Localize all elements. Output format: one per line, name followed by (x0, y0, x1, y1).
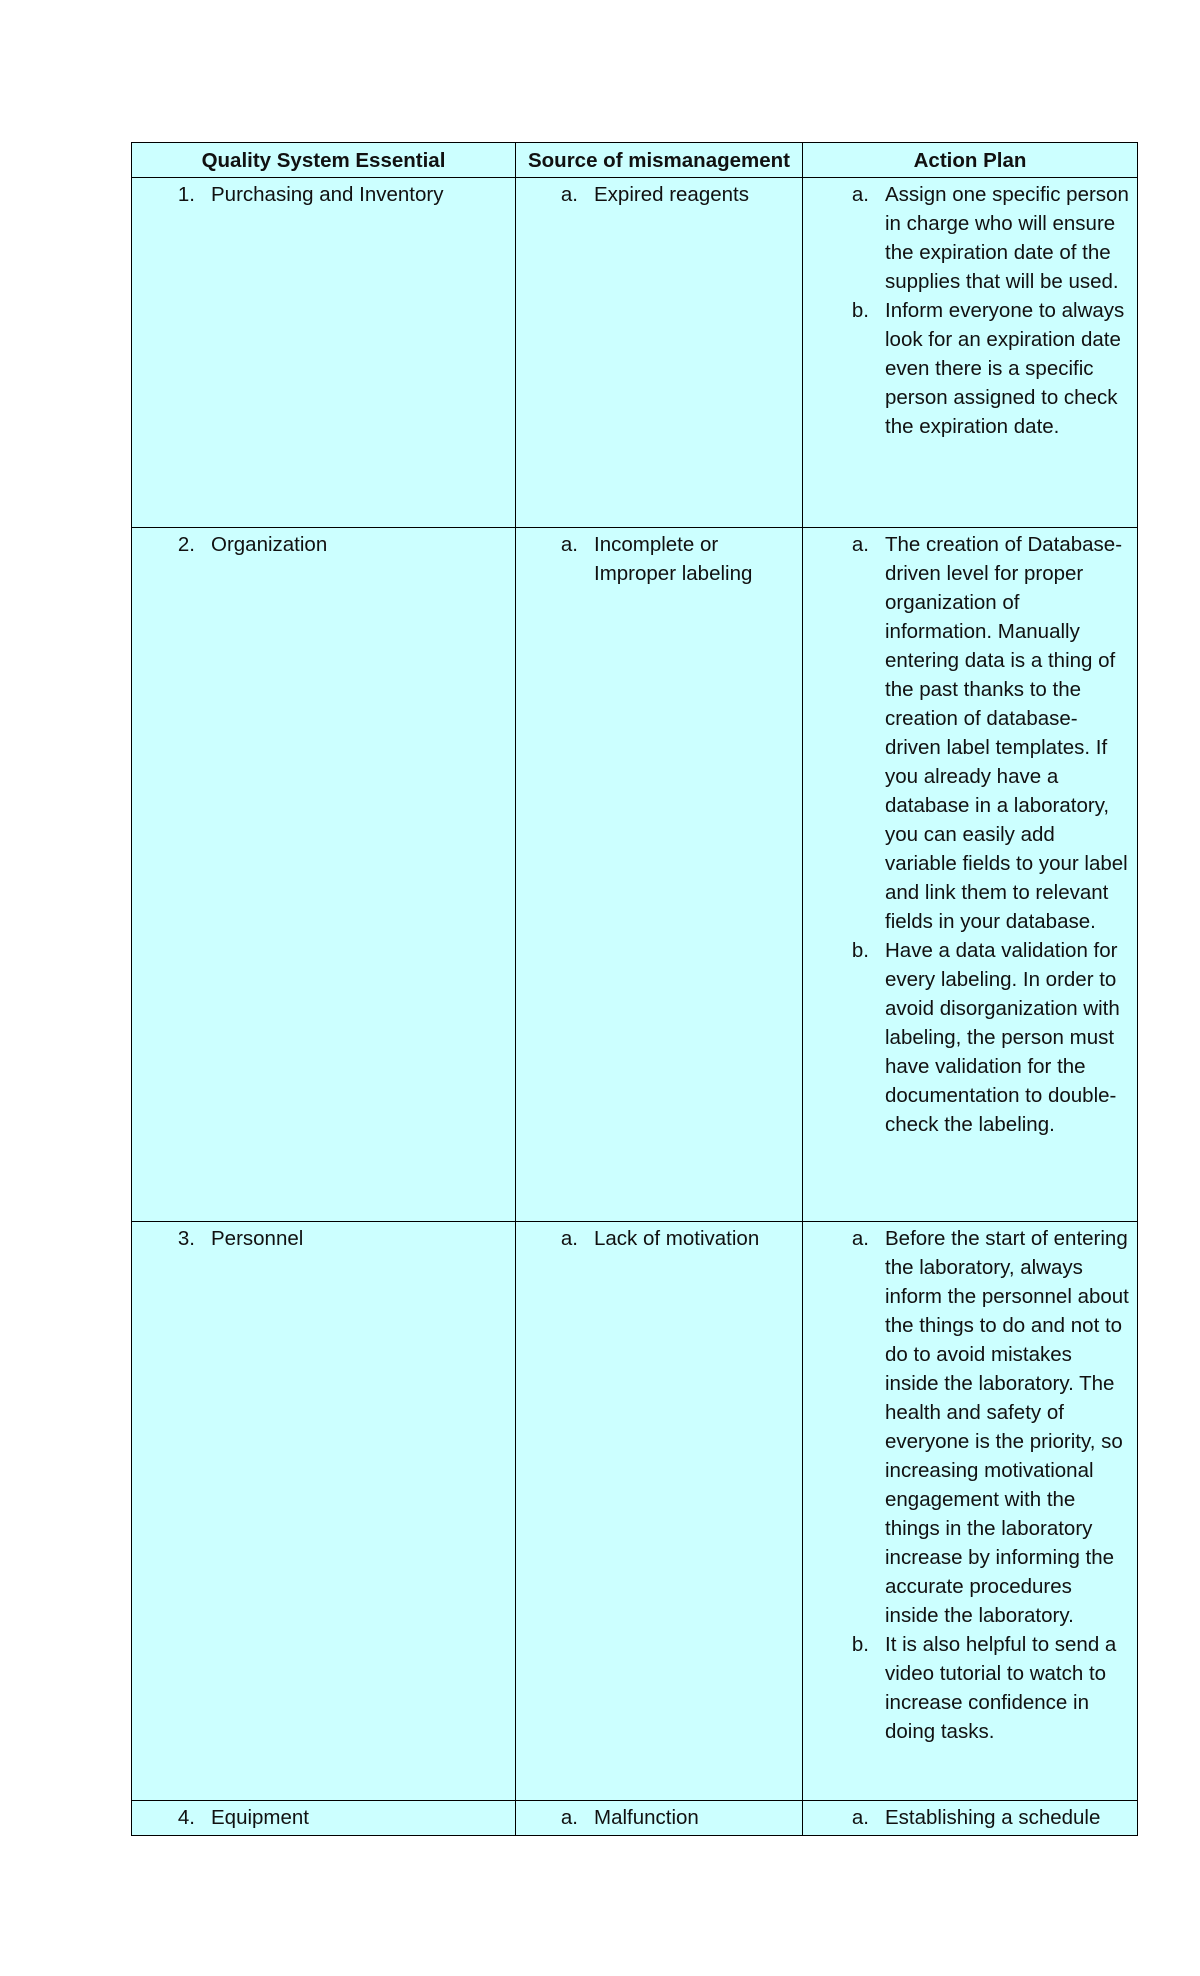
source-cell (516, 528, 803, 1222)
essential-cell (132, 178, 516, 528)
source-marker: a. (560, 1227, 578, 1250)
source-cell (516, 1801, 803, 1836)
source-text: Incomplete or Improper labeling (594, 533, 753, 585)
essential-label: Equipment (211, 1806, 310, 1829)
action-marker: a. (851, 1227, 869, 1250)
action-item (803, 1803, 1137, 1832)
table-row (132, 1222, 1138, 1801)
source-marker: a. (560, 533, 578, 556)
table-row (132, 1801, 1138, 1836)
action-text: Before the start of entering the laboratory, always inform the personnel about the things to do and not to do to avoid mistakes inside the laboratory. The health and safety of everyone is the priority, so increasing motivational engagement with the things in the laboratory increase by informing the accurate procedures inside the laboratory. (885, 1227, 1129, 1627)
action-cell (803, 1801, 1138, 1836)
essential-number: 3. (177, 1227, 195, 1250)
essential-number: 1. (177, 183, 195, 206)
action-marker: a. (851, 1806, 869, 1829)
action-marker: b. (851, 299, 869, 322)
essential-label: Purchasing and Inventory (211, 183, 444, 206)
source-cell (516, 178, 803, 528)
table-row (132, 528, 1138, 1222)
essential-number: 4. (177, 1806, 195, 1829)
essential-label: Organization (211, 533, 328, 556)
action-text: Assign one specific person in charge who will ensure the expiration date of the supplies that will be used. (885, 183, 1129, 293)
action-item (803, 936, 1137, 1139)
action-text: Establishing a schedule (885, 1806, 1101, 1829)
source-marker: a. (560, 183, 578, 206)
action-cell (803, 1222, 1138, 1801)
action-item (803, 296, 1137, 441)
action-item (803, 1224, 1137, 1630)
essential-cell (132, 1801, 516, 1836)
source-marker: a. (560, 1806, 578, 1829)
essential-cell (132, 1222, 516, 1801)
header-quality-system-essential: Quality System Essential (132, 143, 516, 178)
header-source-of-mismanagement: Source of mismanagement (516, 143, 803, 178)
table-header-row (132, 143, 1138, 178)
action-item (803, 530, 1137, 936)
source-text: Malfunction (594, 1806, 699, 1829)
action-marker: b. (851, 939, 869, 962)
action-text: Inform everyone to always look for an expiration date even there is a specific person assigned to check the expiration date. (885, 299, 1125, 438)
source-text: Expired reagents (594, 183, 749, 206)
essential-number: 2. (177, 533, 195, 556)
source-cell (516, 1222, 803, 1801)
action-text: It is also helpful to send a video tutorial to watch to increase confidence in doing tasks. (885, 1633, 1117, 1743)
quality-system-table (131, 142, 1138, 1836)
action-marker: a. (851, 533, 869, 556)
essential-cell (132, 528, 516, 1222)
action-item (803, 180, 1137, 296)
table-row (132, 178, 1138, 528)
action-text: Have a data validation for every labeling. In order to avoid disorganization with labeling, the person must have validation for the documentation to double-check the labeling. (885, 939, 1120, 1136)
action-text: The creation of Database- driven level for proper organization of information. Manually entering data is a thing of the past thanks to the creation of database-driven label templates. If you already have a database in a laboratory, you can easily add variable fields to your label and link them to relevant fields in your database. (885, 533, 1128, 933)
action-marker: b. (851, 1633, 869, 1656)
action-cell (803, 178, 1138, 528)
action-cell (803, 528, 1138, 1222)
action-item (803, 1630, 1137, 1746)
essential-label: Personnel (211, 1227, 304, 1250)
source-text: Lack of motivation (594, 1227, 760, 1250)
action-marker: a. (851, 183, 869, 206)
header-action-plan: Action Plan (803, 143, 1138, 178)
